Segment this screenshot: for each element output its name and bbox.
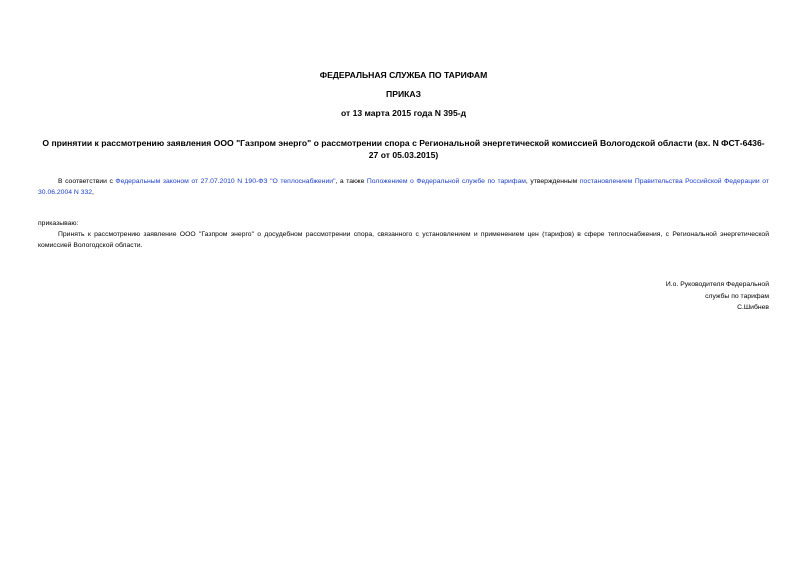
preamble-paragraph — [38, 176, 769, 199]
preamble-text-1: В соответствии с — [58, 178, 116, 185]
signature-line-2: службы по тарифам — [705, 292, 769, 300]
agency-heading: ФЕДЕРАЛЬНАЯ СЛУЖБА ПО ТАРИФАМ — [319, 70, 488, 80]
government-decree-link[interactable]: постановлением Правительства Российской Федерации от 30.06.2004 N 332 — [38, 178, 769, 197]
document-title: О принятии к рассмотрению заявления ООО "Газпром энерго" о рассмотрении спора с Региональной энергетической комиссией Вологодской области (вх. N ФСТ-6436-27 от 05.03.2015) — [42, 138, 765, 160]
ordered-label: приказываю: — [38, 220, 79, 227]
preamble-text-2: , а также — [335, 178, 367, 185]
date-number-heading: от 13 марта 2015 года N 395-д — [340, 108, 467, 118]
signature-block — [666, 279, 769, 314]
preamble-text-3: , утвержденным — [525, 178, 580, 185]
signature-name: С.Шибнев — [737, 304, 769, 311]
federal-law-link[interactable]: Федеральным законом от 27.07.2010 N 190-ФЗ "О теплоснабжении" — [115, 178, 336, 185]
doc-type-heading: ПРИКАЗ — [386, 89, 421, 99]
order-paragraph: Принять к рассмотрению заявление ООО "Газпром энерго" о досудебном рассмотрении спора, связанного с установлением и применением цен (тарифов) в сфере теплоснабжения, с Региональной энергетической комиссией Вологодской области. — [38, 231, 769, 250]
preamble-text-4: , — [92, 189, 94, 197]
regulation-link[interactable]: Положением о Федеральной службе по тарифам — [366, 178, 526, 185]
signature-line-1: И.о. Руководителя Федеральной — [665, 281, 769, 288]
